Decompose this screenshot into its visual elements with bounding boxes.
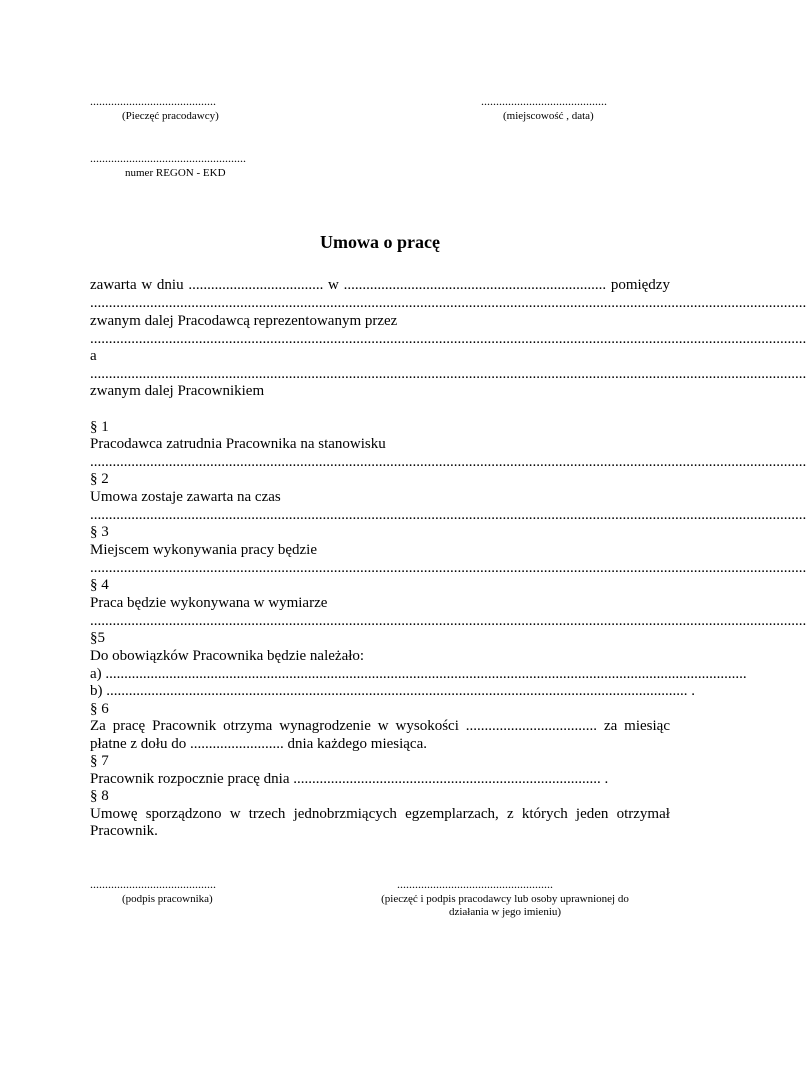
employer-seal-dots: .......................................... [90, 94, 216, 108]
and-word: a [90, 348, 97, 364]
section-2-text: Umowa zostaje zawarta na czas [90, 489, 281, 505]
intro-word: zawarta [90, 277, 137, 293]
section-6-word: w [377, 718, 389, 734]
section-8-word: jednobrzmiących [293, 806, 397, 822]
section-7-text: Pracownik rozpocznie pracę dnia .................................................................................. . [90, 771, 609, 787]
section-8-word: trzech [248, 806, 286, 822]
section-8-word: Umowę [90, 806, 138, 822]
section-3-heading: § 3 [90, 524, 109, 540]
employee-name-dots: ............................................................................................................................................................................................... [90, 366, 806, 382]
section-6-word: Za [90, 718, 106, 734]
section-6-word: Pracownik [152, 718, 217, 734]
section-6-line-1 [90, 717, 670, 735]
regon-dots: .................................................... [90, 151, 246, 165]
salary-dots: ................................... [465, 718, 598, 734]
section-3-dots: ............................................................................................................................................................................................... [90, 560, 806, 576]
section-8-heading: § 8 [90, 788, 109, 804]
regon-label: numer REGON - EKD [125, 167, 226, 179]
section-6-word: wynagrodzenie [279, 718, 371, 734]
intro-word: dniu [156, 277, 184, 293]
section-4-heading: § 4 [90, 577, 109, 593]
section-8-word: otrzymał [616, 806, 670, 822]
section-6-word: miesiąc [624, 718, 670, 734]
section-6-word: pracę [112, 718, 146, 734]
section-4-dots: ............................................................................................................................................................................................... [90, 613, 806, 629]
section-8-word: w [229, 806, 241, 822]
representative-dots: ............................................................................................................................................................................................... [90, 331, 806, 347]
section-8-word: sporządzono [145, 806, 222, 822]
section-8-word: jeden [575, 806, 609, 822]
section-3-text: Miejscem wykonywania pracy będzie [90, 542, 317, 558]
section-7-heading: § 7 [90, 753, 109, 769]
intro-date-dots: .................................... [188, 277, 324, 293]
section-6-word: wysokości [395, 718, 459, 734]
section-1-heading: § 1 [90, 419, 109, 435]
employer-signature-dots: .................................................... [397, 877, 553, 891]
intro-word: w [141, 277, 153, 293]
section-5-text: Do obowiązków Pracownika będzie należało: [90, 648, 365, 664]
document-title: Umowa o pracę [320, 232, 440, 252]
employer-signature-label-2: działania w jego imieniu) [448, 906, 562, 918]
section-6-word: otrzyma [223, 718, 273, 734]
section-5-heading: §5 [90, 630, 105, 646]
employee-clause: zwanym dalej Pracownikiem [90, 383, 265, 399]
employer-seal-label: (Pieczęć pracodawcy) [122, 110, 219, 122]
place-date-label: (miejscowość , data) [503, 110, 594, 122]
section-6-heading: § 6 [90, 701, 109, 717]
section-5-item-b: b) ........................................................................................................................................................... . [90, 683, 695, 699]
employer-signature-label-1: (pieczęć i podpis pracodawcy lub osoby uprawnionej do [381, 893, 629, 905]
intro-place-dots: ...................................................................... [343, 277, 607, 293]
intro-word: pomiędzy [610, 277, 670, 293]
section-8-line-1 [90, 805, 670, 823]
section-8-line-2: Pracownik. [90, 823, 158, 839]
section-8-word: których [521, 806, 568, 822]
section-6-word: za [603, 718, 618, 734]
employee-signature-label: (podpis pracownika) [122, 893, 213, 905]
intro-word: w [328, 277, 339, 293]
section-1-dots: ............................................................................................................................................................................................... [90, 454, 806, 470]
section-2-heading: § 2 [90, 471, 109, 487]
employer-name-dots: ............................................................................................................................................................................................... [90, 295, 806, 311]
employee-signature-dots: .......................................... [90, 877, 216, 891]
section-8-word: z [507, 806, 514, 822]
section-2-dots: ............................................................................................................................................................................................... [90, 507, 806, 523]
intro-line [90, 276, 670, 294]
place-date-dots: .......................................... [481, 94, 607, 108]
section-8-word: egzemplarzach, [405, 806, 499, 822]
section-6-line-2: płatne z dołu do ......................... dnia każdego miesiąca. [90, 736, 427, 752]
section-1-text: Pracodawca zatrudnia Pracownika na stanowisku [90, 436, 386, 452]
employer-clause: zwanym dalej Pracodawcą reprezentowanym przez [90, 313, 398, 329]
section-4-text: Praca będzie wykonywana w wymiarze [90, 595, 328, 611]
section-5-item-a: a) ........................................................................................................................................................................... [90, 666, 747, 682]
